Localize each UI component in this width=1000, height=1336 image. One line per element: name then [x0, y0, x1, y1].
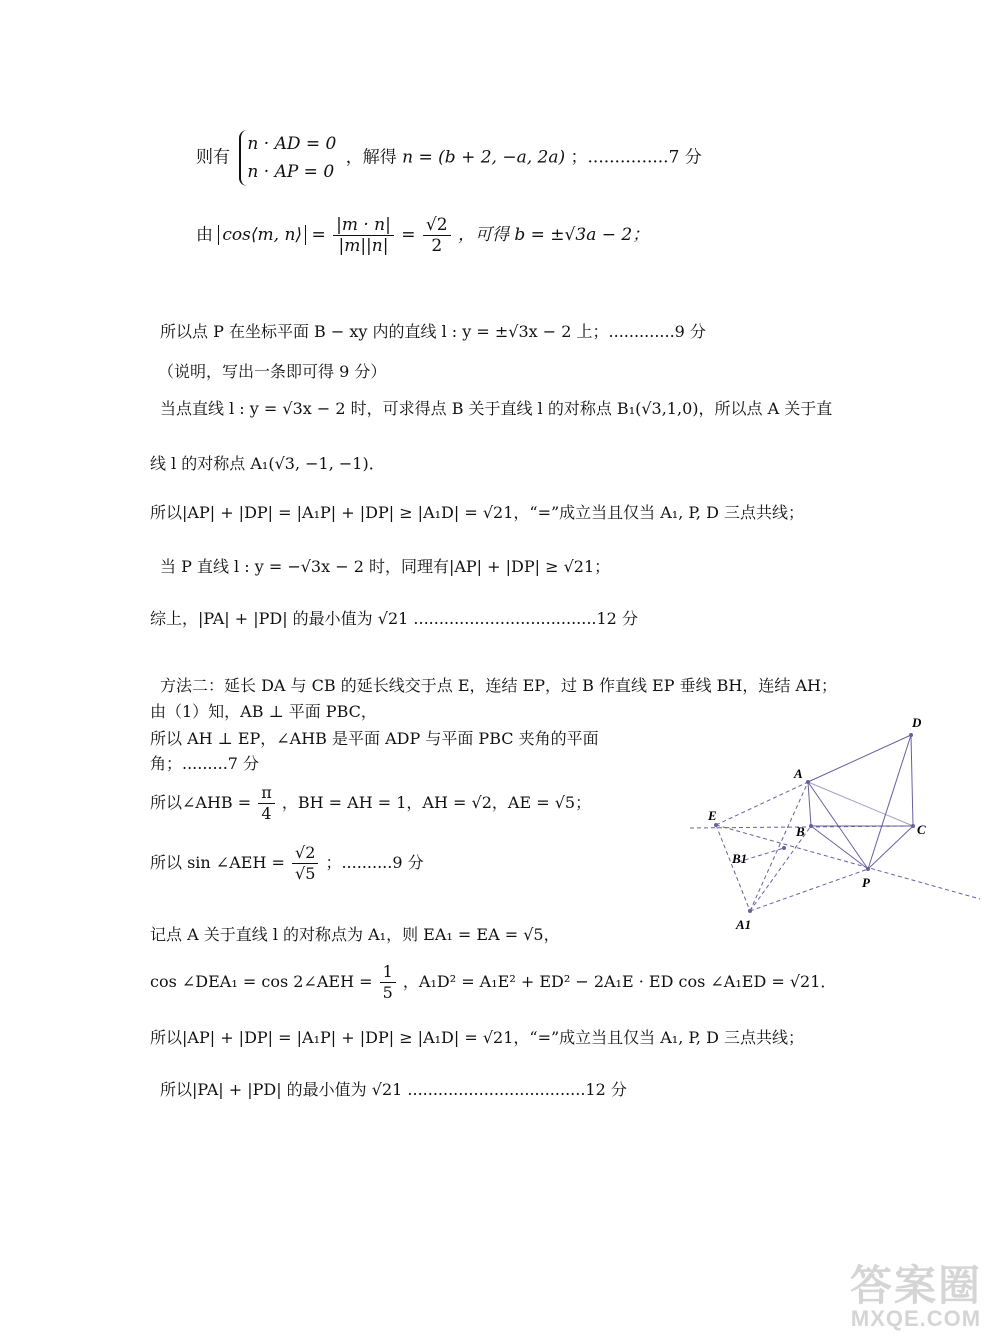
line-system [196, 130, 702, 186]
method2-line-9: 所以|AP| + |DP| = |A₁P| + |DP| ≥ |A₁D| = √21，“=”成立当且仅当 A₁, P, D 三点共线； [150, 1028, 804, 1047]
watermark-logo: 答案圈 [849, 1262, 982, 1309]
fraction: $\frac{√2}{2}$ [423, 215, 451, 256]
method2-line-3: 所以 AH ⊥ EP，∠AHB 是平面 ADP 与平面 PBC 夹角的平面 [150, 729, 599, 748]
line-5: 当点直线 l : y = √3x − 2 时，可求得点 B 关于直线 l 的对称点 B₁(√3,1,0)，所以点 A 关于直 [160, 399, 833, 418]
point-A1 [748, 909, 752, 913]
point-A [806, 780, 810, 784]
dashed-EA1 [716, 825, 750, 911]
formula: n = (b + 2, −a, 2a) [402, 147, 566, 168]
label-E: E [708, 808, 717, 823]
label-A: A [794, 766, 803, 781]
line-7: 所以|AP| + |DP| = |A₁P| + |DP| ≥ |A₁D| = √21，“=”成立当且仅当 A₁, P, D 三点共线； [150, 503, 804, 522]
text: ，解得 [345, 147, 397, 168]
method2-line-1: 方法二：延长 DA 与 CB 的延长线交于点 E，连结 EP，过 B 作直线 EP 垂线 BH，连结 AH； [160, 676, 837, 695]
dashed-A1A [750, 782, 808, 911]
edge-AD [808, 735, 911, 782]
equation-2: n · AP = 0 [247, 162, 335, 182]
label-D: D [912, 715, 922, 730]
line-note: （说明，写出一条即可得 9 分） [158, 362, 387, 381]
point-P [866, 867, 870, 871]
formula: ，可得 b = ±√3a − 2； [457, 225, 650, 245]
point-E [714, 823, 718, 827]
line-9: 综上，|PA| + |PD| 的最小值为 √21 ....................................12 分 [150, 609, 638, 628]
fraction: $\frac{|m \cdot n|}{|m||n|}$ [333, 215, 394, 256]
text: 则有 [196, 147, 230, 168]
point-H [782, 846, 786, 850]
geometry-figure [680, 712, 990, 942]
label-B1: B1 [732, 851, 748, 866]
label-C: C [917, 822, 926, 837]
fraction: $\frac{√2}{√5}$ [292, 843, 318, 884]
dashed-EA [716, 782, 808, 825]
watermark-site: MXQE.COM [850, 1306, 982, 1331]
equation-1: n · AD = 0 [247, 134, 337, 154]
method2-line-2: 由（1）知，AB ⊥ 平面 PBC， [150, 702, 377, 721]
method2-line-10: 所以|PA| + |PD| 的最小值为 √21 ...................................12 分 [160, 1080, 627, 1099]
line-8: 当 P 直线 l : y = −√3x − 2 时，同理有|AP| + |DP| ≥ √21； [160, 557, 611, 576]
dashed-A1P [750, 869, 868, 911]
score: ；...............7 分 [570, 147, 702, 168]
equation-system [239, 130, 336, 186]
line-3: 所以点 P 在坐标平面 B − xy 内的直线 l : y = ±√3x − 2 上；.............9 分 [160, 322, 706, 341]
label-P: P [862, 875, 870, 890]
method2-line-5: 所以∠AHB = $\frac{\pi}{4}$ ，BH = AH = 1，AH = √2，AE = √5； [150, 783, 592, 823]
formula: cos⟨m, n⟩ [218, 225, 306, 245]
method2-line-4: 角；.........7 分 [150, 754, 260, 773]
method2-line-8: cos ∠DEA₁ = cos 2∠AEH = $\frac{1}{5}$ ，A₁D² = A₁E² + ED² − 2A₁E · ED cos ∠A₁ED = √21． [150, 962, 837, 1002]
watermark [850, 1264, 982, 1330]
text: 由 [196, 225, 213, 245]
edge-DC [911, 735, 913, 826]
label-B: B [796, 824, 805, 839]
line-cosine: 由 cos⟨m, n⟩ = $\frac{|m \cdot n|}{|m||n|}$ = $\frac{√2}{2}$ ，可得 b = ±√3a − 2； [196, 215, 650, 256]
edge-AB [808, 782, 811, 826]
fraction: $\frac{1}{5}$ [380, 962, 396, 1003]
dashed-EP [716, 825, 980, 899]
method2-line-6: 所以 sin ∠AEH = $\frac{√2}{√5}$ ；..........9 分 [150, 843, 424, 883]
fraction: $\frac{\pi}{4}$ [258, 783, 275, 824]
point-D [909, 733, 913, 737]
label-A1: A1 [736, 917, 752, 932]
point-C [911, 824, 915, 828]
line-6: 线 l 的对称点 A₁(√3, −1, −1)． [150, 454, 385, 473]
method2-line-7: 记点 A 关于直线 l 的对称点为 A₁，则 EA₁ = EA = √5， [150, 925, 560, 944]
edge-BP [811, 826, 868, 869]
point-B [809, 824, 813, 828]
